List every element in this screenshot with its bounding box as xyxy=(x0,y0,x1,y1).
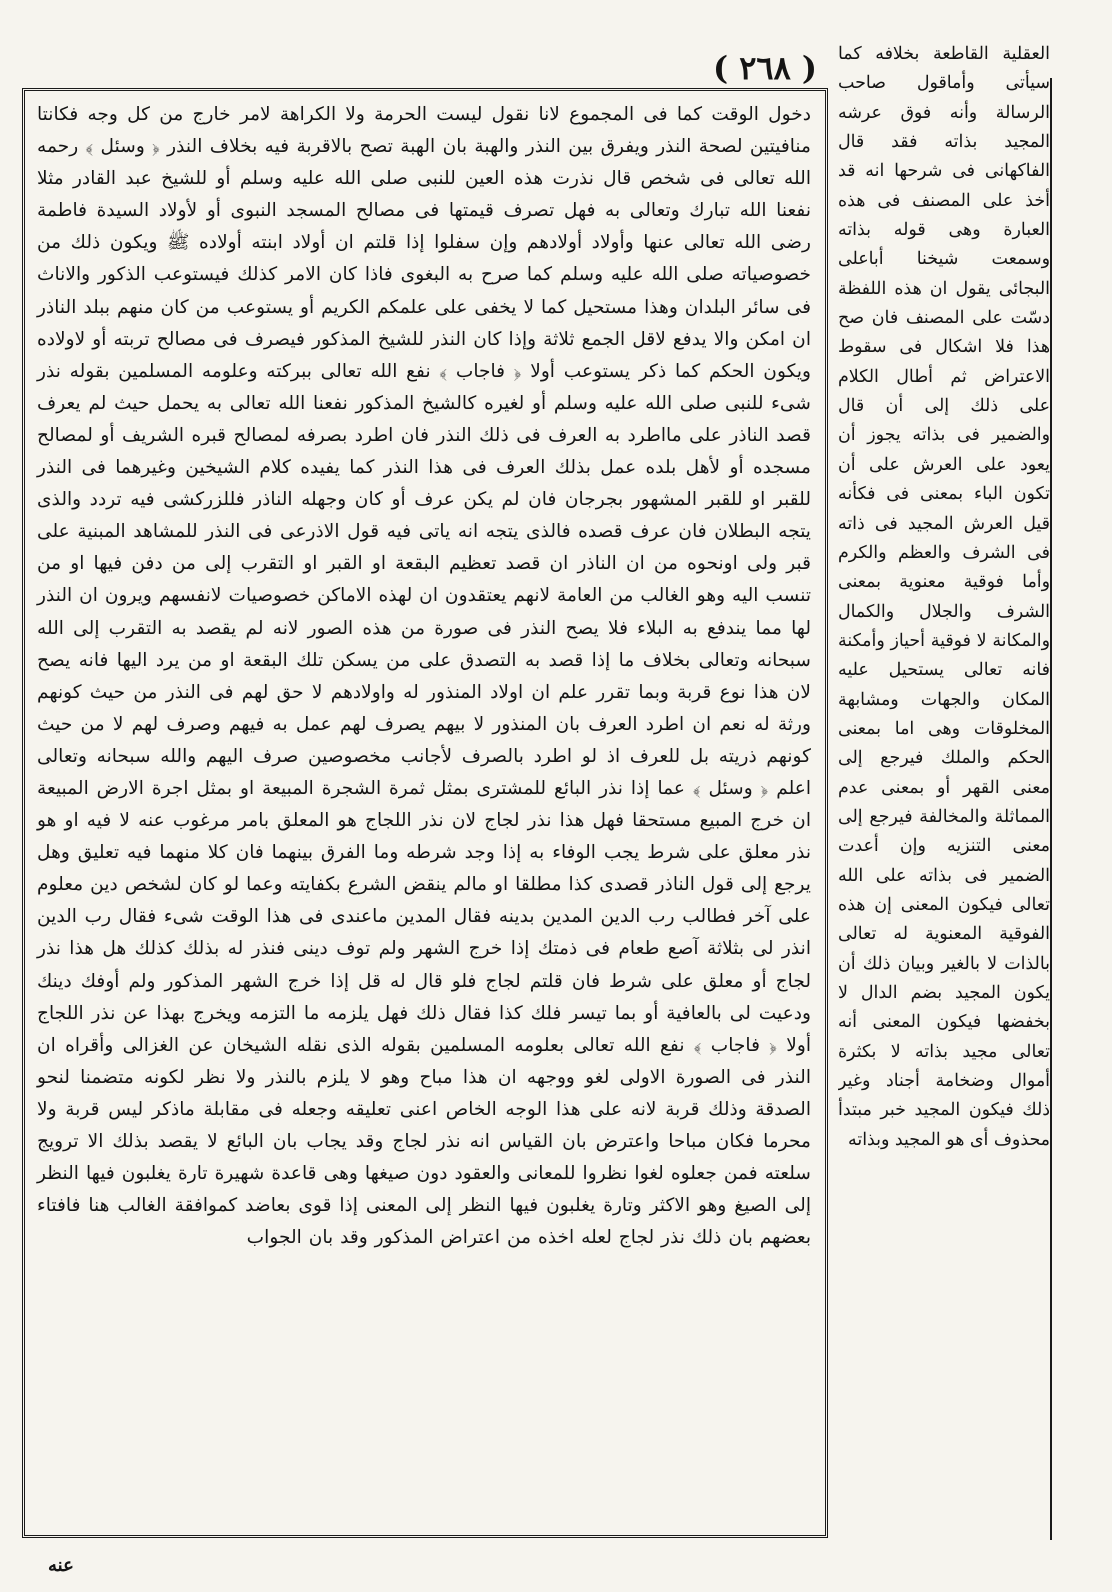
main-text-frame xyxy=(22,88,828,1538)
margin-divider xyxy=(1050,78,1052,1540)
page-number: ( ٢٦٨ ) xyxy=(712,49,818,87)
catchword: عنه xyxy=(48,1555,74,1576)
margin-text-body: العقلية القاطعة بخلافه كما سيأتى وأماقول صاحب الرسالة وأنه فوق عرشه المجيد بذاته فقد قال الفاكهانى فى شرحها انه قد أخذ على المصنف فى هذه العبارة وهى قوله بذاته وسمعت شيخنا أباعلى البجائى يقول ان هذه اللفظة دسّت على المصنف فان صح هذا فلا اشكال فى سقوط الاعتراض ثم أطال الكلام على ذلك إلى أن قال والضمير فى بذاته يجوز أن يعود على العرش على أن تكون الباء بمعنى فى فكأنه قيل العرش المجيد فى ذاته فى الشرف والعظم والكرم وأما فوقية معنوية بمعنى الشرف والجلال والكمال والمكانة لا فوقية أحياز وأمكنة فانه تعالى يستحيل عليه المكان والجهات ومشابهة المخلوقات وهى اما بمعنى الحكم والملك فيرجع إلى معنى القهر أو بمعنى عدم المماثلة والمخالفة فيرجع إلى معنى التنزيه وإن أعدت الضمير فى بذاته على الله تعالى فيكون المعنى إن هذه الفوقية المعنوية له تعالى بالذات لا بالغير وبيان ذلك أن يكون المجيد بضم الدال لا بخفضها فيكون المعنى أنه تعالى مجيد بذاته لا بكثرة أموال وضخامة أجناد وغير ذلك فيكون المجيد خبر مبتدأ محذوف أى هو المجيد وبذاته xyxy=(838,44,1050,1150)
main-text-body: دخول الوقت كما فى المجموع لانا نقول ليست الحرمة ولا الكراهة لامر خارج من كل وجه فكانتا منافيتين لصحة النذر ويفرق بين النذر والهبة بان الهبة تصح بالاقربة فيه بخلاف النذر ﴿ وسئل ﴾ رحمه الله تعالى فى شخص قال نذرت هذه العين للنبى صلى الله عليه وسلم أو للشيخ عبد القادر مثلا نفعنا الله تبارك وتعالى به فهل تصرف قيمتها فى مصالح المسجد النبوى أو لأولاد السيدة فاطمة رضى الله تعالى عنها وأولاد أولادهم وإن سفلوا إذا قلتم ان أولاد ابنته أولاده ﷺ ويكون ذلك من خصوصياته صلى الله عليه وسلم كما صرح به البغوى فاذا كان الامر كذلك فيستوعب الذكور والاناث فى سائر البلدان وهذا مستحيل كما لا يخفى على علمكم الكريم أو يستوعب من كان منهم ببلد الناذر ان امكن والا يدفع لاقل الجمع ثلاثة وإذا كان النذر للشيخ المذكور فيصرف فى مصالح تربته أو لاولاده ويكون الحكم كما ذكر يستوعب أولا ﴿ فاجاب ﴾ نفع الله تعالى ببركته وعلومه المسلمين بقوله نذر شىء للنبى صلى الله عليه وسلم أو لغيره كالشيخ المذكور نفعنا الله تعالى به يحمل حيث لم يعرف قصد الناذر على مااطرد به العرف فى ذلك النذر فان اطرد بصرفه لمصالح قبره الشريف أو لمصالح مسجده أو لأهل بلده عمل بذلك العرف فى هذا النذر كما يفيده كلام الشيخين وغيرهما فى النذر للقبر او للقبر المشهور بجرجان فان لم يكن عرف أو كان وجهله الناذر فللزركشى فيه تردد والذى يتجه البطلان فان عرف قصده فالذى يتجه انه ياتى فيه قول الاذرعى فى النذر للمشاهد المبنية على قبر ولى اونحوه من ان الناذر ان قصد تعظيم البقعة او القبر او التقرب إلى من دفن فيها او من تنسب اليه وهو الغالب من العامة لانهم يعتقدون ان لهذه الاماكن خصوصيات لانفسهم ويرون ان النذر لها مما يندفع به البلاء فلا يصح النذر فى صورة من هذه الصور لانه لم يقصد به التقرب إلى الله سبحانه وتعالى بخلاف ما إذا قصد به التصدق على من يسكن تلك البقعة او من يرد اليها فانه يصح لان هذا نوع قربة وبما تقرر علم ان اولاد المنذور له واولادهم لا حق لهم فى النذر من حيث كونهم ورثة له نعم ان اطرد العرف بان المنذور لا بيهم يصرف لهم عمل به فيهم وصرف لهم لا من حيث كونهم ذريته بل للعرف اذ لو اطرد بالصرف لأجانب مخصوصين صرف اليهم والله سبحانه وتعالى اعلم ﴿ وسئل ﴾ عما إذا نذر البائع للمشترى بمثل ثمرة الشجرة المبيعة او بمثل اجرة الارض المبيعة ان خرج المبيع مستحقا فهل هذا نذر لجاج لان نذر اللجاج هو المعلق بامر مرغوب عنه لا فيه او هو نذر معلق على شرط يجب الوفاء به إذا وجد شرطه وما الفرق بينهما فان كلا منهما فيه تعليق وهل يرجع إلى قول الناذر قصدى كذا مطلقا او مالم ينقض الشرع بكفايته وعما لو كان لشخص دين معلوم على آخر فطالب رب الدين المدين بدينه فقال المدين ماعندى فى هذا الوقت شىء فقال رب الدين انذر لى بثلاثة آصع طعام فى ذمتك إذا خرج الشهر ولم توف دينى فنذر له بذلك كذلك هل هذا نذر لجاج أو معلق على شرط فان قلتم لجاج فلو قال له قل إذا خرج الشهر المذكور ولم أوفك دينك ودعيت لى بالعافية أو بما تيسر فلك كذا فقال ذلك فهل يلزمه ما التزمه ويخرج بهذا عن نذر اللجاج أولا ﴿ فاجاب ﴾ نفع الله تعالى بعلومه المسلمين بقوله الذى نقله الشيخان عن الغزالى وأقراه ان النذر فى الصورة الاولى لغو ووجهه ان هذا مباح وهو لا يلزم بالنذر ولا نظر لكونه متضمنا لنحو الصدقة وذلك قربة لانه على هذا الوجه الخاص اعنى تعليقه وجعله فى مقابلة ماذكر ليس قربة ولا محرما فكان مباحا واعترض بان القياس انه نذر لجاج وقد يجاب بان البائع لا يقصد بذلك الا ترويج سلعته فمن جعلوه لغوا نظروا للمعانى والعقود دون صيغها وهى قاعدة شهيرة تارة يغلبون فيها النظر إلى الصيغ وهو الاكثر وتارة يغلبون فيها النظر إلى المعنى إذا قوى بعاضد كموافقة الغالب هنا فافتاء بعضهم بان ذلك نذر لجاج لعله اخذه من اعتراض المذكور وقد بان الجواب xyxy=(37,104,812,1249)
margin-commentary xyxy=(838,40,1050,1560)
